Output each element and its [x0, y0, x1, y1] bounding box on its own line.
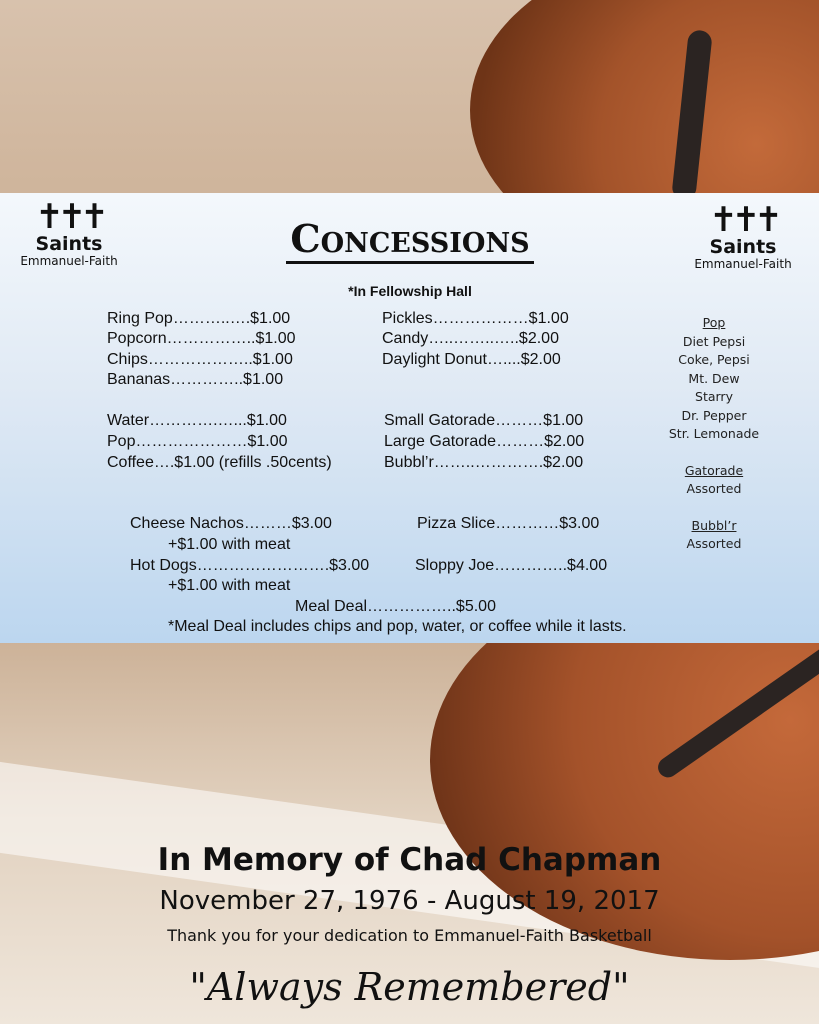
bubblr-header: Bubbl’r	[691, 517, 737, 533]
meal-deal-note: *Meal Deal includes chips and pop, water, or coffee while it lasts.	[168, 618, 627, 635]
menu-item: Meal Deal……………..$5.00	[295, 598, 496, 615]
list-item: Starry	[695, 389, 733, 404]
crosses-icon: ✝✝✝	[35, 198, 103, 236]
list-item: Diet Pepsi	[682, 333, 746, 349]
memorial-name: In Memory of Chad Chapman	[157, 842, 662, 878]
menu-item: Ring Pop………..….$1.00	[107, 310, 291, 327]
menu-item: Bananas…………..$1.00	[107, 371, 284, 388]
page-title: Concessions	[180, 216, 640, 261]
menu-item: Coffee….$1.00 (refills .50cents)	[107, 454, 332, 471]
menu-item: Daylight Donut…....$2.00	[382, 351, 561, 368]
menu-item: Popcorn……………..$1.00	[107, 330, 296, 347]
list-item: Dr. Pepper	[681, 407, 747, 423]
list-item: Assorted	[686, 536, 742, 551]
menu-item: Sloppy Joe…………..$4.00	[415, 557, 608, 574]
menu-item: Water………….…...$1.00	[107, 412, 287, 429]
menu-item: Candy…..……..…..$2.00	[382, 330, 559, 347]
menu-item-addon: +$1.00 with meat	[168, 577, 291, 594]
menu-item: Large Gatorade………$2.00	[384, 433, 585, 450]
menu-item: Pickles………………$1.00	[382, 310, 569, 327]
menu-item: Hot Dogs…………………….$3.00	[130, 557, 370, 574]
list-item: Str. Lemonade	[668, 426, 760, 441]
menu-item: Pizza Slice…………$3.00	[417, 515, 600, 532]
menu-item: Chips………………..$1.00	[107, 351, 293, 368]
memorial-dates: November 27, 1976 - August 19, 2017	[159, 886, 660, 916]
saints-logo-right: ✝✝✝ Saints Emmanuel-Faith	[688, 203, 798, 271]
memorial-thanks: Thank you for your dedication to Emmanuel-Faith Basketball	[167, 926, 652, 945]
list-item: Mt. Dew	[688, 370, 740, 386]
gatorade-header: Gatorade	[684, 462, 744, 478]
menu-item-addon: +$1.00 with meat	[168, 536, 291, 553]
list-item: Coke, Pepsi	[678, 352, 750, 367]
location-note: *In Fellowship Hall	[348, 283, 472, 299]
menu-item: Pop…………………$1.00	[107, 433, 288, 450]
menu-item: Bubbl’r……..………….$2.00	[384, 454, 584, 471]
pop-header: Pop	[702, 315, 726, 330]
list-item: Assorted	[686, 481, 742, 496]
crosses-icon: ✝✝✝	[709, 201, 777, 239]
drink-list	[650, 314, 778, 554]
memorial-tagline: "Always Remembered"	[189, 965, 630, 1009]
menu-item: Cheese Nachos………$3.00	[130, 515, 332, 532]
saints-logo-left: ✝✝✝ Saints Emmanuel-Faith	[14, 200, 124, 268]
menu-item: Small Gatorade………$1.00	[384, 412, 584, 429]
